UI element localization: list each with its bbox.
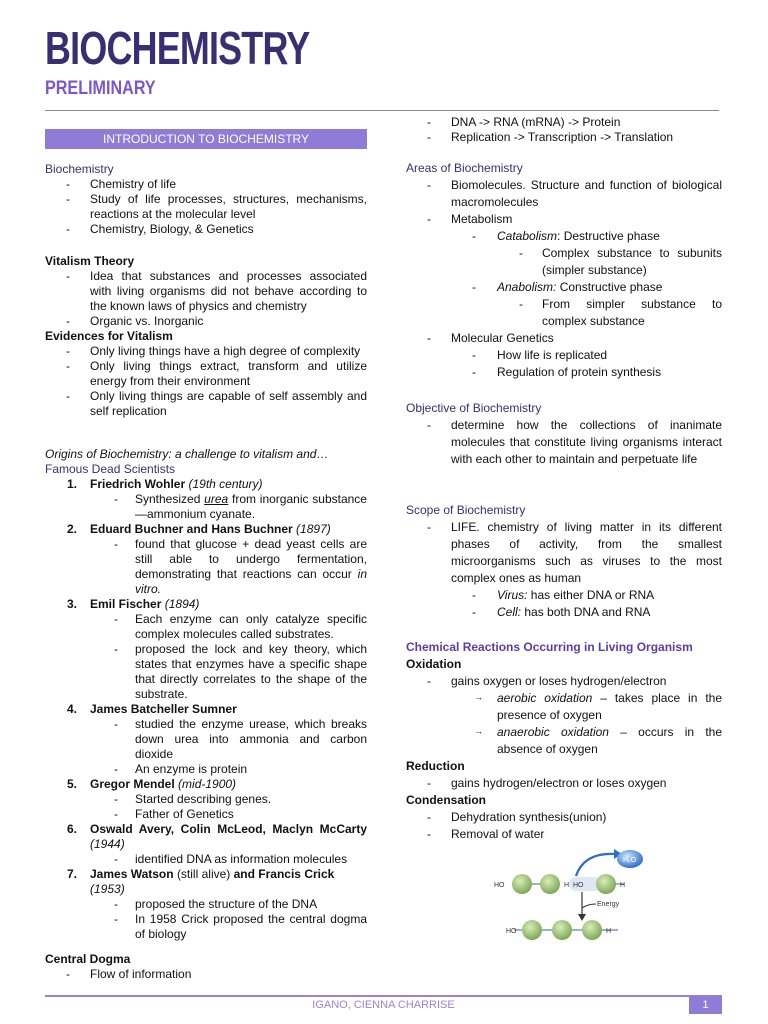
- energy-label: Energy: [597, 901, 620, 908]
- reactions-heading: Chemical Reactions Occurring in Living Organism: [406, 640, 693, 654]
- list-item: - Only living things extract, transform and utilize energy from their environment: [45, 359, 367, 389]
- scientist-3-note: - proposed the lock and key theory, which states that enzymes have a specific shape that directly correlates to the shape of the substrate.: [45, 642, 367, 702]
- header-divider: [45, 110, 719, 111]
- ho-label: HO: [494, 882, 505, 889]
- origins-line: Origins of Biochemistry: a challenge to vitalism and…: [45, 447, 329, 461]
- list-item: - determine how the collections of inanimate molecules that constitute living organisms interact with each other to maintain and perpetuate life: [406, 417, 722, 468]
- list-item: - gains oxygen or loses hydrogen/electron: [406, 673, 722, 690]
- author-name: IGANO, CIENNA CHARRISE: [312, 999, 455, 1011]
- list-item: - Biomolecules. Structure and function of biological macromolecules: [406, 177, 722, 211]
- scientist-1-note: - Synthesized urea from inorganic substance—ammonium cyanate.: [45, 492, 367, 522]
- evidences-heading: Evidences for Vitalism: [45, 329, 173, 343]
- list-item: - Dehydration synthesis(union): [406, 809, 722, 826]
- vitalism-heading: Vitalism Theory: [45, 254, 135, 268]
- scope-heading: Scope of Biochemistry: [406, 503, 526, 517]
- monomer-ball: [540, 874, 560, 894]
- reactions-section: [406, 639, 722, 843]
- scientist-6-note: - identified DNA as information molecules: [45, 852, 367, 867]
- scientist-5-note: - Father of Genetics: [45, 807, 367, 822]
- biochemistry-section: [45, 162, 367, 237]
- condensation-heading: Condensation: [406, 793, 486, 807]
- scientist-2: 2. Eduard Buchner and Hans Buchner (1897): [67, 522, 331, 536]
- famous-heading: Famous Dead Scientists: [45, 462, 176, 476]
- scientist-3-note: - Each enzyme can only catalyze specific complex molecules called substrates.: [45, 612, 367, 642]
- scientist-7-note: - In 1958 Crick proposed the central dogma of biology: [45, 912, 367, 942]
- objective-heading: Objective of Biochemistry: [406, 401, 542, 415]
- scientist-2-note: - found that glucose + dead yeast cells are still able to undergo fermentation, demonstrating that reactions can occur in vitro.: [45, 537, 367, 597]
- list-item: - Regulation of protein synthesis: [406, 364, 722, 381]
- list-item: - Flow of information: [45, 967, 367, 982]
- monomer-ball: [596, 874, 616, 894]
- list-item: - Only living things are capable of self assembly and self replication: [45, 389, 367, 419]
- scientists-section: [45, 447, 367, 942]
- scientist-6: 6. Oswald Avery, Colin McLeod, Maclyn McCarty (1944): [67, 822, 367, 851]
- list-item: - Complex substance to subunits (simpler substance): [406, 245, 722, 279]
- list-item: - Anabolism: Constructive phase: [406, 279, 722, 296]
- list-item: - Chemistry of life: [45, 177, 367, 192]
- condensation-diagram: [484, 846, 674, 946]
- list-item: - Organic vs. Inorganic: [45, 314, 367, 329]
- page-number: 1: [689, 996, 722, 1014]
- list-item: - Idea that substances and processes associated with living organisms did not behave according to the known laws of physics and chemistry: [45, 269, 367, 314]
- scientist-7: 7. James Watson (still alive) and Francis Crick (1953): [67, 867, 335, 896]
- list-item: - Metabolism: [406, 211, 722, 228]
- scientist-4-note: - studied the enzyme urease, which breaks down urea into ammonia and carbon dioxide: [45, 717, 367, 762]
- scientist-1: 1. Friedrich Wohler (19th century): [67, 477, 263, 491]
- scientist-5: 5. Gregor Mendel (mid-1900): [67, 777, 237, 791]
- reduction-heading: Reduction: [406, 759, 465, 773]
- page-title: BIOCHEMISTRY: [45, 22, 310, 74]
- list-item: - gains hydrogen/electron or loses oxygen: [406, 775, 722, 792]
- list-item: - Cell: has both DNA and RNA: [406, 604, 722, 621]
- objective-section: [406, 400, 722, 468]
- dogma-continued: [406, 115, 722, 145]
- scientist-7-note: - proposed the structure of the DNA: [45, 897, 367, 912]
- dogma-section: [45, 952, 367, 982]
- monomer-ball: [512, 874, 532, 894]
- list-item: - From simpler substance to complex substance: [406, 296, 722, 330]
- monomer-ball: [582, 920, 602, 940]
- list-item: - Chemistry, Biology, & Genetics: [45, 222, 367, 237]
- scientist-5-note: - Started describing genes.: [45, 792, 367, 807]
- footer-divider: [45, 995, 722, 997]
- list-item: - DNA -> RNA (mRNA) -> Protein: [406, 115, 722, 130]
- areas-section: [406, 160, 722, 381]
- ho-label: HO: [506, 928, 517, 935]
- list-item: - Catabolism: Destructive phase: [406, 228, 722, 245]
- list-item: → aerobic oxidation – takes place in the presence of oxygen: [406, 690, 722, 724]
- scientist-4: 4. James Batcheller Sumner: [67, 702, 237, 716]
- water-label: H₂O: [623, 857, 637, 864]
- list-item: → anaerobic oxidation – occurs in the absence of oxygen: [406, 724, 722, 758]
- dogma-heading: Central Dogma: [45, 952, 131, 966]
- scope-section: [406, 502, 722, 621]
- h-label: H: [564, 882, 570, 889]
- list-item: - How life is replicated: [406, 347, 722, 364]
- monomer-ball: [522, 920, 542, 940]
- section-banner: INTRODUCTION TO BIOCHEMISTRY: [45, 129, 367, 149]
- areas-heading: Areas of Biochemistry: [406, 161, 523, 175]
- list-item: - Molecular Genetics: [406, 330, 722, 347]
- list-item: - Replication -> Transcription -> Translation: [406, 130, 722, 145]
- oxidation-heading: Oxidation: [406, 657, 462, 671]
- list-item: - Study of life processes, structures, mechanisms, reactions at the molecular level: [45, 192, 367, 222]
- scientist-4-note: - An enzyme is protein: [45, 762, 367, 777]
- vitalism-section: [45, 254, 367, 419]
- list-item: - Virus: has either DNA or RNA: [406, 587, 722, 604]
- monomer-ball: [552, 920, 572, 940]
- list-item: - LIFE. chemistry of living matter in its different phases of activity, from the smallest microorganisms such as viruses to the most complex ones as human: [406, 519, 722, 587]
- ho-label: HO: [573, 882, 584, 889]
- list-item: - Removal of water: [406, 826, 722, 843]
- h-label: H: [620, 882, 626, 889]
- scientist-3: 3. Emil Fischer (1894): [67, 597, 200, 611]
- page-subtitle: PRELIMINARY: [45, 78, 156, 99]
- h-label: H: [606, 928, 612, 935]
- list-item: - Only living things have a high degree of complexity: [45, 344, 367, 359]
- biochemistry-heading: Biochemistry: [45, 162, 114, 176]
